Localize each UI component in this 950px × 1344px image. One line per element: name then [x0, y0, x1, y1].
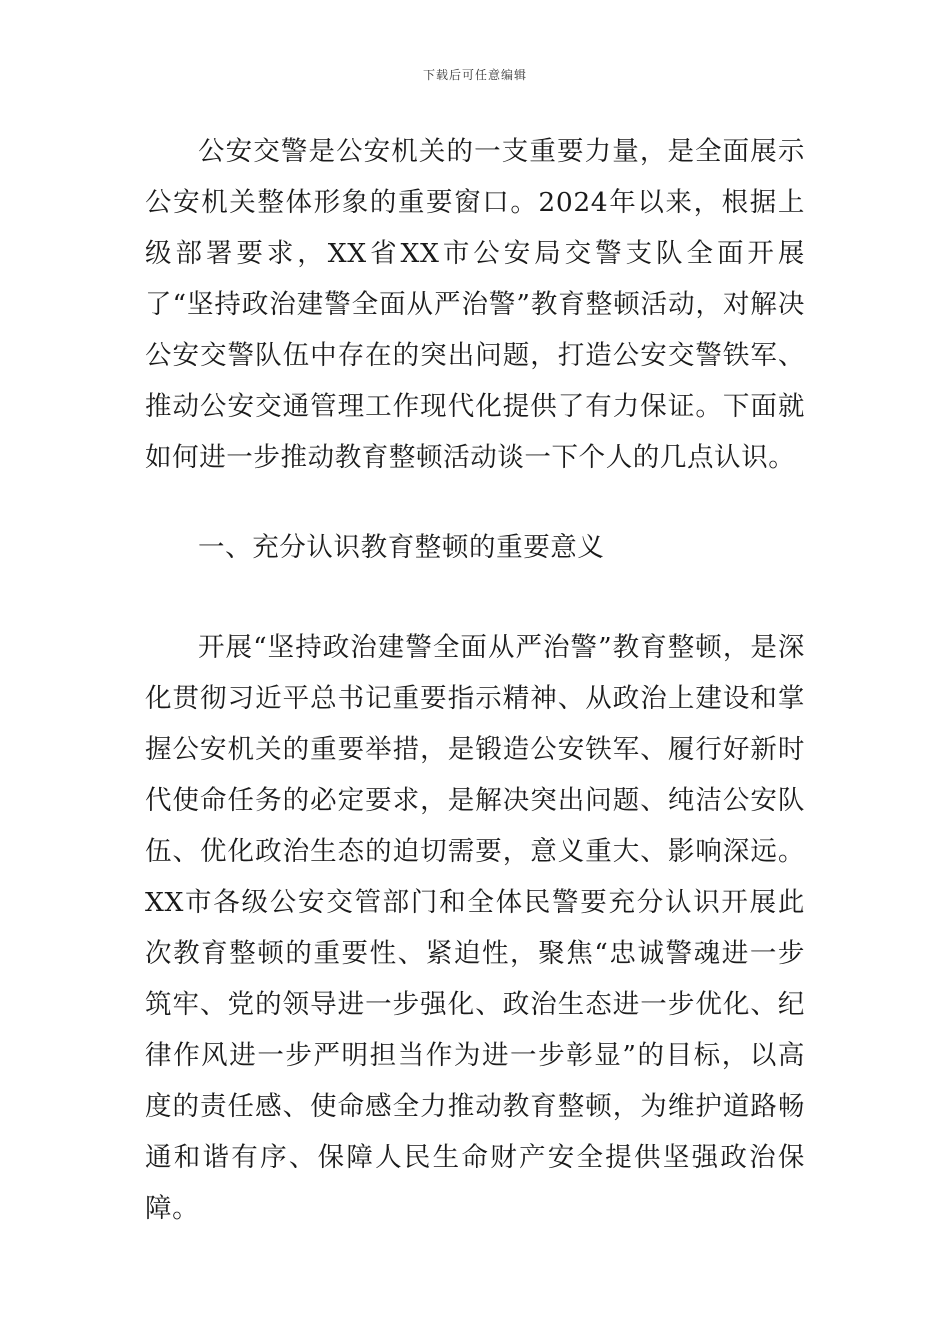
- header-note: 下载后可任意编辑: [422, 68, 527, 82]
- paragraph-intro: 公安交警是公安机关的一支重要力量，是全面展示公安机关整体形象的重要窗口。2024年以来，根据上级部署要求，XX省XX市公安局交警支队全面开展了“坚持政治建警全面从严治警”教育整顿活动，对解决公安交警队伍中存在的突出问题，打造公安交警铁军、推动公安交通管理工作现代化提供了有力保证。下面就如何进一步推动教育整顿活动谈一下个人的几点认识。: [145, 136, 805, 473]
- section-heading-1: 一、充分认识教育整顿的重要意义: [198, 532, 605, 563]
- paragraph-section-1: 开展“坚持政治建警全面从严治警”教育整顿，是深化贯彻习近平总书记重要指示精神、从政治上建设和掌握公安机关的重要举措，是锻造公安铁军、履行好新时代使命任务的必定要求，是解决突出问题、纯洁公安队伍、优化政治生态的迫切需要，意义重大、影响深远。XX市各级公安交管部门和全体民警要充分认识开展此次教育整顿的重要性、紧迫性，聚焦“忠诚警魂进一步筑牢、党的领导进一步强化、政治生态进一步优化、纪律作风进一步严明担当作为进一步彰显”的目标，以高度的责任感、使命感全力推动教育整顿，为维护道路畅通和谐有序、保障人民生命财产安全提供坚强政治保障。: [145, 632, 805, 1224]
